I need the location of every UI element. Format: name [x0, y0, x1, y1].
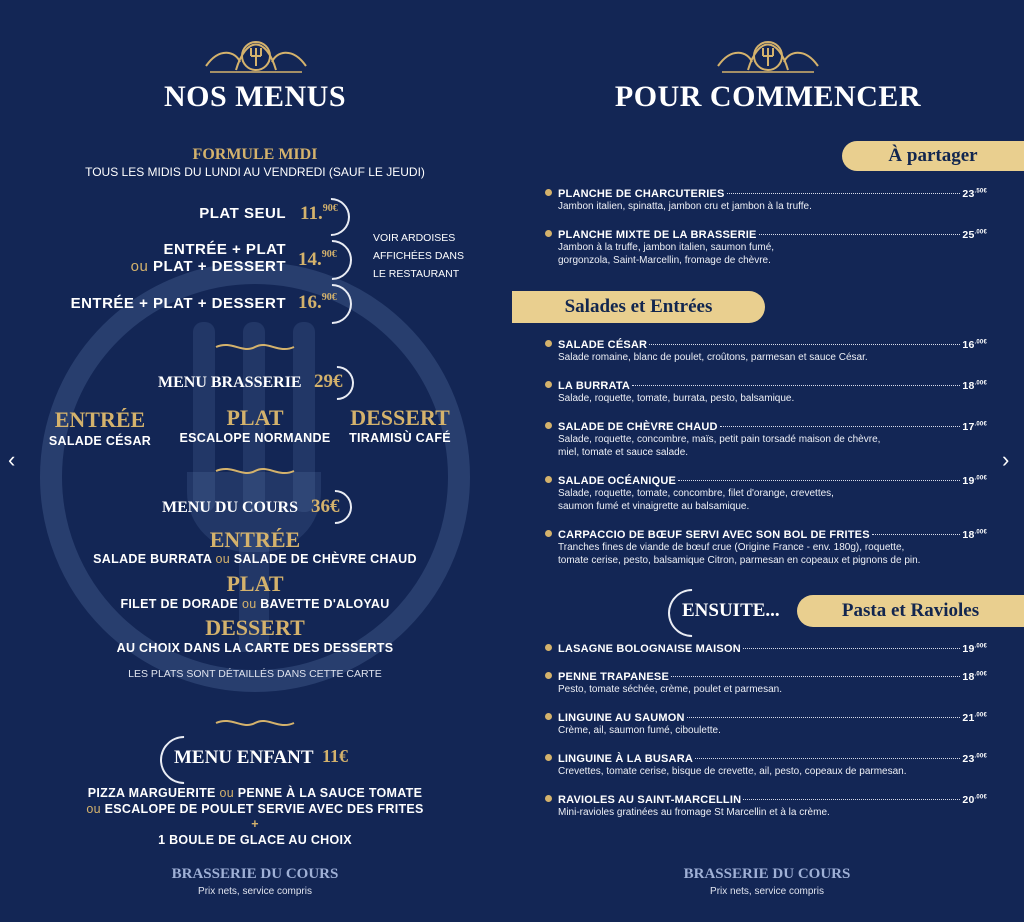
divider-ornament-icon — [212, 716, 298, 730]
cours-plat-items: FILET DE DORADE ou BAVETTE D'ALOYAU — [120, 597, 390, 611]
left-footer-name: BRASSERIE DU COURS — [171, 866, 339, 882]
left-footer-note: Prix nets, service compris — [198, 886, 312, 897]
menu-item: SALADE DE CHÈVRE CHAUD $17^{.00€}$ Salade, roquette, concombre, maïs, petit pain torsadé maison de chèvre, miel, tomate et sauce salade. — [545, 421, 987, 459]
enfant-title: MENU ENFANT — [174, 747, 314, 768]
brasserie-entree-heading: ENTRÉE — [54, 407, 146, 432]
menu-item: PLANCHE MIXTE DE LA BRASSERIE $25^{.00€}$ Jambon à la truffe, jambon italien, saumon fumé, gorgonzola, Saint-Marcellin, fromage de chèvre. — [545, 229, 987, 267]
bullet-icon — [545, 340, 552, 347]
formule-subtitle: TOUS LES MIDIS DU LUNDI AU VENDREDI (SAUF LE JEUDI) — [85, 165, 425, 179]
menu-item: SALADE OCÉANIQUE $19^{.00€}$ Salade, roquette, tomate, concombre, filet d'orange, crevettes, saumon fumé et vinaigrette au balsamique. — [545, 475, 987, 513]
section-banner-salades: Salades et Entrées — [512, 291, 765, 323]
formule-row-label: PLAT SEUL — [199, 205, 286, 222]
bullet-icon — [545, 381, 552, 388]
bullet-icon — [545, 795, 552, 802]
enfant-line3: 1 BOULE DE GLACE AU CHOIX — [158, 833, 352, 847]
bullet-icon — [545, 230, 552, 237]
bullet-icon — [545, 189, 552, 196]
brasserie-dessert-heading: DESSERT — [350, 405, 450, 430]
menu-item: PLANCHE DE CHARCUTERIES $23^{.50€}$ Jambon italien, spinatta, jambon cru et jambon à la truffe. — [545, 188, 987, 213]
brasserie-price: 29€ — [314, 371, 343, 392]
menu-item: RAVIOLES AU SAINT-MARCELLIN $20^{.00€}$ Mini-ravioles gratinées au fromage St Marcellin et à la crème. — [545, 794, 987, 819]
brasserie-plat-item: ESCALOPE NORMANDE — [179, 431, 331, 445]
cours-title: MENU DU COURS — [162, 499, 298, 516]
brasserie-entree-item: SALADE CÉSAR — [48, 434, 152, 448]
cours-note: LES PLATS SONT DÉTAILLÉS DANS CETTE CARTE — [128, 668, 382, 680]
cours-dessert-heading: DESSERT — [205, 615, 305, 640]
menu-item: LA BURRATA $18^{.00€}$ Salade, roquette, tomate, burrata, pesto, balsamique. — [545, 380, 987, 405]
cours-dessert-text: AU CHOIX DANS LA CARTE DES DESSERTS — [116, 641, 394, 655]
formule-row-price: 14.$^{90€}$ — [298, 249, 337, 270]
bullet-icon — [545, 422, 552, 429]
cours-entree-items: SALADE BURRATA ou SALADE DE CHÈVRE CHAUD — [93, 552, 417, 566]
formule-row-label: ENTRÉE + PLAT ou PLAT + DESSERT — [130, 241, 286, 275]
bullet-icon — [545, 754, 552, 761]
brasserie-title: MENU BRASSERIE — [158, 374, 302, 391]
fork-crest-icon — [712, 28, 824, 78]
right-footer-note: Prix nets, service compris — [710, 886, 824, 897]
enfant-plus: + — [251, 817, 259, 831]
cours-plat-heading: PLAT — [226, 571, 284, 596]
bullet-icon — [545, 713, 552, 720]
menu-item: LINGUINE AU SAUMON $21^{.00€}$ Crème, ail, saumon fumé, ciboulette. — [545, 712, 987, 737]
cours-price: 36€ — [311, 496, 340, 517]
next-page-icon[interactable]: › — [1002, 447, 1010, 472]
bullet-icon — [545, 476, 552, 483]
previous-page-icon[interactable]: ‹ — [8, 447, 16, 472]
bullet-icon — [545, 530, 552, 537]
enfant-price: 11€ — [322, 746, 349, 766]
formule-note: VOIR ARDOISES AFFICHÉES DANS LE RESTAURANT — [373, 232, 465, 280]
ensuite-label: ENSUITE... — [682, 600, 780, 621]
menu-item: LASAGNE BOLOGNAISE MAISON $19^{.00€}$ — [545, 643, 987, 655]
menu-item: CARPACCIO DE BŒUF SERVI AVEC SON BOL DE FRITES $18^{.00€}$ Tranches fines de viande de bœuf crue (Origine France - env. 180g), roquette, tomate cerise, pesto, balsamique Citron, parmesan en copeaux et pignons de pin. — [545, 529, 987, 567]
formule-row-label: ENTRÉE + PLAT + DESSERT — [70, 295, 286, 312]
bullet-icon — [545, 672, 552, 679]
brasserie-dessert-item: TIRAMISÙ CAFÉ — [349, 431, 451, 445]
bullet-icon — [545, 644, 552, 651]
brasserie-plat-heading: PLAT — [226, 405, 284, 430]
divider-ornament-icon — [212, 340, 298, 354]
right-footer-name: BRASSERIE DU COURS — [683, 866, 851, 882]
section-banner-a-partager: À partager — [842, 141, 1024, 171]
formule-row-price: 11.$^{90€}$ — [300, 203, 338, 224]
enfant-line1: PIZZA MARGUERITE ou PENNE À LA SAUCE TOMATE — [87, 786, 423, 800]
cours-entree-heading: ENTRÉE — [209, 527, 301, 552]
section-banner-pasta: Pasta et Ravioles — [797, 595, 1024, 627]
menu-item: PENNE TRAPANESE $18^{.00€}$ Pesto, tomate séchée, crème, poulet et parmesan. — [545, 671, 987, 696]
menu-item: LINGUINE À LA BUSARA $23^{.00€}$ Crevettes, tomate cerise, bisque de crevette, ail, pesto, copeaux de parmesan. — [545, 753, 987, 778]
left-page-title: NOS MENUS — [163, 80, 347, 113]
price-arc-decoration — [304, 190, 358, 244]
fork-crest-icon — [200, 28, 312, 78]
enfant-line2: ou ESCALOPE DE POULET SERVIE AVEC DES FRITES — [86, 802, 424, 816]
divider-ornament-icon — [212, 464, 298, 478]
formule-title: FORMULE MIDI — [192, 146, 318, 163]
formule-row-price: 16.$^{90€}$ — [298, 292, 337, 313]
menu-item: SALADE CÉSAR $16^{.00€}$ Salade romaine, blanc de poulet, croûtons, parmesan et sauce César. — [545, 339, 987, 364]
right-page-title: POUR COMMENCER — [614, 80, 922, 113]
